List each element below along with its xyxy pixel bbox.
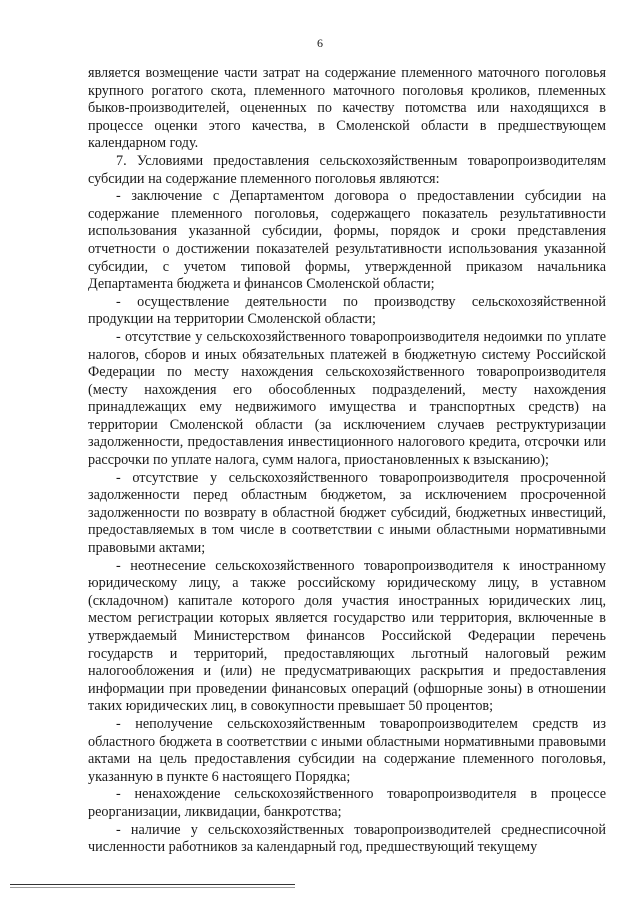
paragraph: 7. Условиями предоставления сельскохозяйственным товаропроизводителям субсидии на содержание племенного поголовья являются: [88,152,606,187]
document-body [88,65,606,857]
page-number: 6 [317,36,323,50]
paragraph: - неполучение сельскохозяйственным товаропроизводителем средств из областного бюджета в соответствии с иными областными нормативными правовыми актами на цель предоставления субсидии на содержание племенного поголовья, указанную в пункте 6 настоящего Порядка; [88,715,606,785]
paragraph: является возмещение части затрат на содержание племенного маточного поголовья крупного рогатого скота, племенного маточного поголовья кроликов, племенных быков-производителей, оцененных по качеству потомства или находящихся в процессе оценки этого качества, в Смоленской области в предшествующем календарном году. [88,65,606,152]
paragraph: - заключение с Департаментом договора о предоставлении субсидии на содержание племенного поголовья, содержащего показатель результативности использования указанной субсидии, формы, порядок и сроки представления отчетности о достижении показателей результативности использования указанной субсидии, с учетом типовой формы, утвержденной приказом начальника Департамента бюджета и финансов Смоленской области; [88,188,606,293]
paragraph: - отсутствие у сельскохозяйственного товаропроизводителя недоимки по уплате налогов, сборов и иных обязательных платежей в бюджетную систему Российской Федерации по месту нахождения сельскохозяйственного товаропроизводителя (месту нахождения его обособленных подразделений, месту нахождения принадлежащих ему недвижимого имущества и транспортных средств) на территории Смоленской области (за исключением случаев реструктуризации задолженности, предоставления инвестиционного налогового кредита, отсрочки или рассрочки по уплате налога, сумм налога, приостановленных к взысканию); [88,328,606,469]
footer-divider [10,884,295,885]
paragraph: - неотнесение сельскохозяйственного товаропроизводителя к иностранному юридическому лицу, а также российскому юридическому лицу, в уставном (складочном) капитале которого доля участия иностранных юридических лиц, местом регистрации которых является государство или территория, включенные в утверждаемый Министерством финансов Российской Федерации перечень государств и территорий, предоставляющих льготный налоговый режим налогообложения и (или) не предусматривающих раскрытия и предоставления информации при проведении финансовых операций (офшорные зоны) в отношении таких юридических лиц, в совокупности превышает 50 процентов; [88,557,606,715]
paragraph: - наличие у сельскохозяйственных товаропроизводителей среднесписочной численности работников за календарный год, предшествующий текущему [88,821,606,856]
paragraph: - осуществление деятельности по производству сельскохозяйственной продукции на территории Смоленской области; [88,293,606,328]
paragraph: - отсутствие у сельскохозяйственного товаропроизводителя просроченной задолженности перед областным бюджетом, за исключением просроченной задолженности по возврату в областной бюджет субсидий, бюджетных инвестиций, предоставляемых в том числе в соответствии с иными областными нормативными правовыми актами; [88,469,606,557]
paragraph: - ненахождение сельскохозяйственного товаропроизводителя в процессе реорганизации, ликвидации, банкротства; [88,786,606,820]
footer-divider [10,887,295,888]
